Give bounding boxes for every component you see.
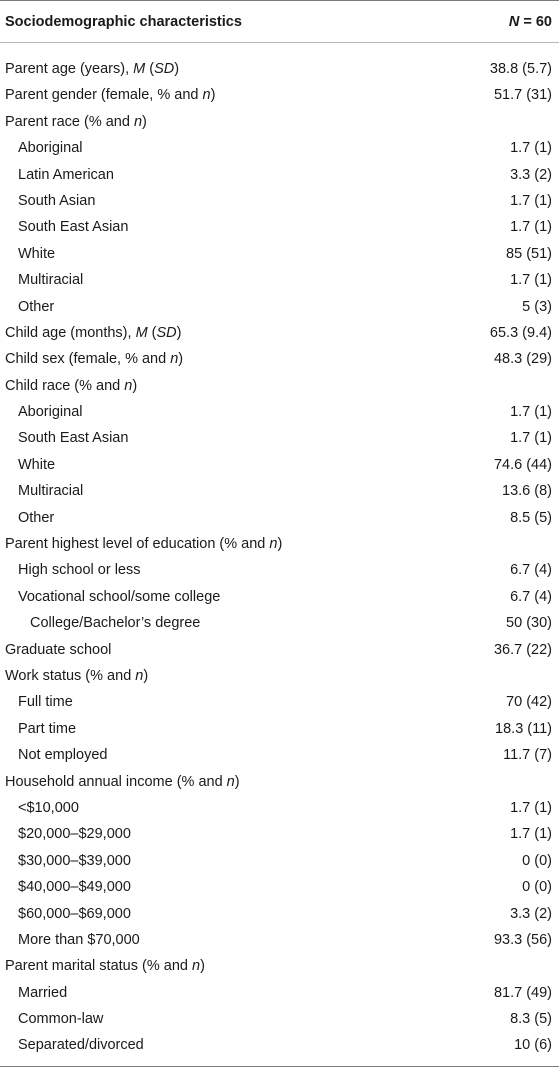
row-label: Work status (% and n): [5, 667, 149, 684]
row-label: Child sex (female, % and n): [5, 351, 184, 368]
header-label: Sociodemographic characteristics: [5, 14, 242, 30]
table-row: [0, 320, 559, 346]
row-label: White: [18, 456, 56, 473]
row-label: Aboriginal: [18, 140, 83, 157]
table-row: [0, 927, 559, 953]
table-row: [0, 425, 559, 451]
table-row: [0, 241, 559, 267]
row-value: 38.8 (5.7): [489, 61, 552, 77]
table-row: [0, 188, 559, 214]
row-value: 3.3 (2): [510, 166, 552, 183]
table-row: [0, 610, 559, 636]
table-row: [0, 848, 559, 874]
table-row: [0, 452, 559, 478]
row-label: South East Asian: [18, 219, 129, 236]
row-label: More than $70,000: [18, 931, 140, 948]
table-row: [0, 267, 559, 293]
table-row: [0, 689, 559, 715]
row-label: Part time: [18, 720, 77, 737]
row-label: $20,000–$29,000: [18, 826, 131, 843]
table-row: [0, 399, 559, 425]
row-label: Parent gender (female, % and n): [5, 87, 216, 104]
row-value: 18.3 (11): [495, 720, 552, 737]
bottom-rule: [0, 1066, 559, 1067]
row-label: Multiracial: [18, 272, 84, 289]
table-row: [0, 901, 559, 927]
row-label: Not employed: [18, 747, 108, 764]
row-value: 93.3 (56): [493, 931, 552, 948]
row-value: 10 (6): [514, 1037, 552, 1054]
row-value: 1.7 (1): [510, 219, 552, 236]
table-row: [0, 663, 559, 689]
row-label: <$10,000: [18, 799, 79, 816]
row-label: Separated/divorced: [18, 1037, 144, 1054]
table-row: [0, 373, 559, 399]
table-row: [0, 557, 559, 583]
table-row: [0, 980, 559, 1006]
table-row: [0, 214, 559, 240]
row-value: 3.3 (2): [510, 905, 552, 922]
row-value: 1.7 (1): [510, 272, 552, 289]
row-label: Other: [18, 509, 55, 526]
row-value: 11.7 (7): [503, 747, 552, 764]
row-value: 5 (3): [522, 298, 552, 315]
row-label: Parent marital status (% and n): [5, 958, 205, 975]
row-value: 70 (42): [506, 694, 552, 711]
row-label: Child race (% and n): [5, 377, 138, 394]
row-value: 8.5 (5): [510, 509, 552, 526]
row-value: 65.3 (9.4): [489, 324, 552, 341]
row-value: 1.7 (1): [510, 140, 552, 157]
row-label: Vocational school/some college: [18, 588, 221, 605]
table-row: [0, 109, 559, 135]
row-value: 1.7 (1): [510, 192, 552, 209]
table-row: [0, 1032, 559, 1058]
table-row: [0, 294, 559, 320]
row-label: Child age (months), M (SD): [5, 324, 182, 341]
row-label: Other: [18, 298, 55, 315]
table-row: [0, 82, 559, 108]
row-value: 1.7 (1): [510, 430, 552, 447]
table-row: [0, 795, 559, 821]
table-row: [0, 742, 559, 768]
row-label: Parent race (% and n): [5, 113, 147, 130]
row-label: White: [18, 245, 56, 262]
row-label: $40,000–$49,000: [18, 879, 131, 896]
table-body: [0, 56, 559, 1059]
table-row: [0, 135, 559, 161]
row-label: Parent age (years), M (SD): [5, 61, 180, 77]
row-value: 50 (30): [506, 615, 552, 632]
table-row: [0, 953, 559, 979]
row-value: 0 (0): [522, 879, 552, 896]
table-row: [0, 584, 559, 610]
row-label: Married: [18, 984, 68, 1001]
row-label: $30,000–$39,000: [18, 852, 131, 869]
row-label: South Asian: [18, 192, 96, 209]
row-label: South East Asian: [18, 430, 129, 447]
table-row: [0, 56, 559, 82]
row-value: 81.7 (49): [493, 984, 552, 1001]
row-value: 6.7 (4): [510, 588, 552, 605]
row-value: 1.7 (1): [510, 404, 552, 421]
row-value: 8.3 (5): [510, 1011, 552, 1028]
row-value: 6.7 (4): [510, 562, 552, 579]
table-row: [0, 505, 559, 531]
row-value: 0 (0): [522, 852, 552, 869]
table-row: [0, 1006, 559, 1032]
row-label: Full time: [18, 694, 73, 711]
row-value: 13.6 (8): [502, 483, 552, 500]
row-label: College/Bachelor’s degree: [30, 615, 201, 632]
row-label: Graduate school: [5, 641, 112, 658]
header-n: N = 60: [508, 14, 552, 30]
row-label: Household annual income (% and n): [5, 773, 240, 790]
row-value: 1.7 (1): [510, 799, 552, 816]
row-value: 74.6 (44): [493, 456, 552, 473]
row-label: Common-law: [18, 1011, 104, 1028]
row-value: 1.7 (1): [510, 826, 552, 843]
row-label: Parent highest level of education (% and n): [5, 536, 283, 553]
row-label: High school or less: [18, 562, 141, 579]
row-value: 48.3 (29): [493, 351, 552, 368]
table-row: [0, 769, 559, 795]
table-row: [0, 531, 559, 557]
table-row: [0, 637, 559, 663]
row-label: Multiracial: [18, 483, 84, 500]
table-row: [0, 346, 559, 372]
table-row: [0, 478, 559, 504]
table-row: [0, 821, 559, 847]
row-label: Aboriginal: [18, 404, 83, 421]
table-row: [0, 162, 559, 188]
row-label: $60,000–$69,000: [18, 905, 131, 922]
table-header: [0, 1, 559, 43]
table-row: [0, 874, 559, 900]
row-label: Latin American: [18, 166, 114, 183]
row-value: 51.7 (31): [493, 87, 552, 104]
row-value: 85 (51): [506, 245, 552, 262]
table-row: [0, 716, 559, 742]
row-value: 36.7 (22): [493, 641, 552, 658]
